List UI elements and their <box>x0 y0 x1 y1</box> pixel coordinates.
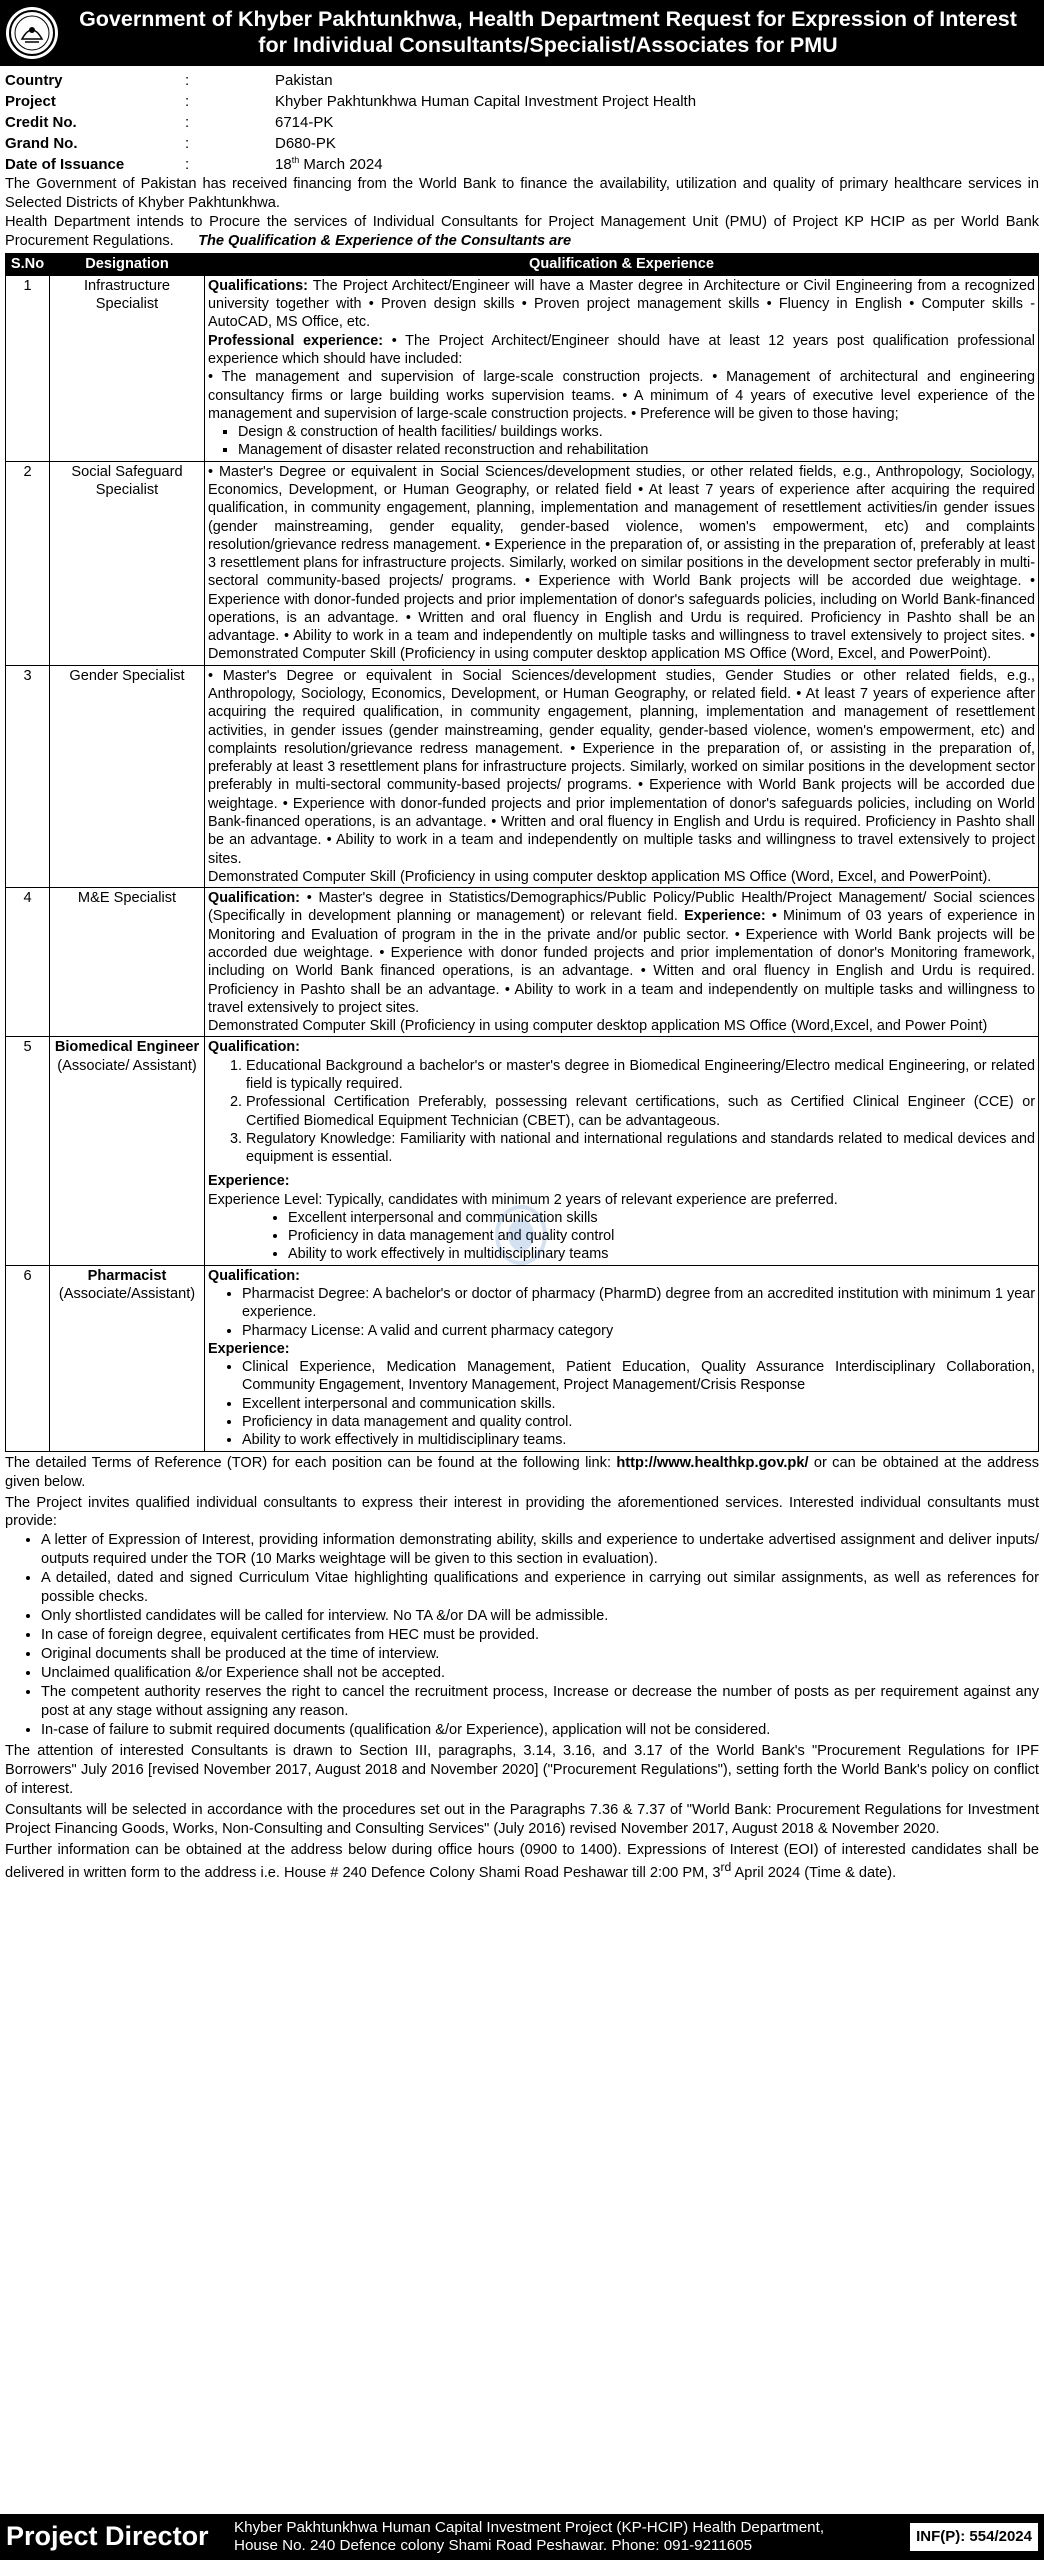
computer-skill-text: Demonstrated Computer Skill (Proficiency in using computer desktop application MS Office (Word,Excel, and Power Point) <box>208 1018 988 1035</box>
row-number: 1 <box>6 275 50 461</box>
row-number: 2 <box>6 461 50 665</box>
date-day: 18 <box>275 156 292 173</box>
intro-paragraph-1: The Government of Pakistan has received financing from the World Bank to finance the availability, utilization and quality of primary healthcare services in Selected Districts of Khyber Pakhtunkhwa. <box>5 176 1039 211</box>
list-item: • Pharmacy License: A valid and current pharmacy category <box>242 1322 1035 1340</box>
invite-paragraph: The Project invites qualified individual consultants to express their interest in providing the aforementioned services. Interested individual consultants must provide: <box>5 1494 1039 1530</box>
row-qualification <box>205 275 1039 461</box>
header-sno: S.No <box>6 253 50 275</box>
intro-paragraph-2 <box>5 213 1039 251</box>
meta-key: Country <box>5 72 63 89</box>
kp-government-emblem-icon <box>6 7 58 59</box>
row-qualification <box>205 1037 1039 1265</box>
list-item: • Excellent interpersonal and communication skills. <box>242 1395 1035 1413</box>
meta-value: Pakistan <box>275 72 333 89</box>
further-info-paragraph <box>5 1841 1039 1883</box>
list-item: • Unclaimed qualification &/or Experience shall not be accepted. <box>41 1664 1039 1683</box>
experience-text: • Minimum of 03 years of experience in Monitoring and Evaluation of program in the in the private and/or public sector. • Experience with World Bank projects will be accorded due weightage. • Experience with donor funded projects and prior implementation of donor's Monitoring framework, including on World Bank financed operations, is an advantage. • Witten and oral fluency in English and Urdu is required. Proficiency in Pashto shall be an advantage. • Ability to work in a team and independently on multiple tasks and willingness to travel extensively to project sites. <box>208 908 1036 1016</box>
table-row <box>6 665 1039 887</box>
experience-list <box>208 1209 1035 1264</box>
meta-key: Credit No. <box>5 114 77 131</box>
row-qualification: • Master's Degree or equivalent in Social Sciences/development studies, or other related fields, e.g., Anthropology, Sociology, Economics, Development, or Human Geography, or related field • At least 7 years of experience after acquiring the required qualification, in community engagement, planning, implementation and management of resettlement activities/in gender issues (gender mainstreaming, gender equality, gender-based violence, women's empowerment, etc) and complaints resolution/grievance redress management. • Experience in the preparation of, or assisting in the preparation of, preferably at least 3 resettlement plans for infrastructure projects. Similarly, worked on similar positions in the development sector preferably in multi-sectoral community-based projects/ programs. • Experience with World Bank projects will be accorded due weightage. • Experience with donor-funded projects and prior implementation of donor's safeguards policies, including on World Bank-financed operations, is an advantage. • Written and oral fluency in English and Urdu is required. Proficiency in Pashto shall be an advantage. • Ability to work in a team and independently on multiple tasks and willingness to travel extensively to project sites. • Demonstrated Computer Skill (Proficiency in using computer desktop application MS Office (Word, Excel, and PowerPoint). <box>205 461 1039 665</box>
date-suffix: rd <box>720 1859 732 1874</box>
row-designation: Infrastructure Specialist <box>50 275 205 461</box>
meta-project <box>5 91 1039 112</box>
designation-subtitle: (Associate/Assistant) <box>58 1285 196 1302</box>
experience-block <box>208 332 1035 369</box>
experience-list <box>208 1358 1035 1449</box>
table-row <box>6 275 1039 461</box>
row-number: 3 <box>6 665 50 887</box>
tor-text: The detailed Terms of Reference (TOR) for each position can be found at the following link: <box>5 1454 617 1471</box>
meta-value: 6714-PK <box>275 114 334 131</box>
header-banner <box>0 0 1044 66</box>
title-line-1: Government of Khyber Pakhtunkhwa, Health Department Request for Expression of Interest <box>79 7 1017 32</box>
contact-address <box>234 2519 910 2555</box>
row-designation: M&E Specialist <box>50 888 205 1037</box>
tor-link[interactable]: http://www.healthkp.gov.pk/ <box>616 1454 809 1471</box>
meta-date <box>5 154 1039 175</box>
list-item: 3. Regulatory Knowledge: Familiarity with national and international regulations and standards related to medical devices and equipment is essential. <box>246 1130 1035 1167</box>
qualification-table <box>5 253 1039 1452</box>
experience-label: Experience: <box>208 1173 290 1190</box>
row-designation <box>50 1037 205 1265</box>
table-row <box>6 461 1039 665</box>
watermark-stamp-icon <box>495 1205 547 1265</box>
experience-text: Experience Level: Typically, candidates with minimum 2 years of relevant experience are preferred. <box>208 1191 838 1208</box>
list-item: 1. Educational Background a bachelor's or master's degree in Biomedical Engineering/Electro medical Engineering, or related field is typically required. <box>246 1057 1035 1094</box>
meta-colon: : <box>185 156 190 173</box>
date-rest: March 2024 <box>299 156 383 173</box>
table-row <box>6 1265 1039 1451</box>
tor-paragraph <box>5 1454 1039 1492</box>
meta-key: Project <box>5 93 56 110</box>
footer-text <box>5 1454 1039 1883</box>
row-qualification <box>205 1265 1039 1451</box>
list-item: 2. Professional Certification Preferably, possessing relevant certifications, such as Certified Clinical Engineer (CCE) or Certified Biomedical Equipment Technician (CBET), can be advantageous. <box>246 1093 1035 1130</box>
header-qualification: Qualification & Experience <box>205 253 1039 275</box>
row-number: 5 <box>6 1037 50 1265</box>
date-suffix: th <box>291 155 300 165</box>
list-item: • In-case of failure to submit required documents (qualification &/or Experience), application will not be considered. <box>41 1721 1039 1740</box>
page-title <box>58 7 1038 59</box>
meta-value: D680-PK <box>275 135 336 152</box>
list-item: • The competent authority reserves the right to cancel the recruitment process, Increase or decrease the number of posts as per requirement against any post at any stage without assigning any reason. <box>41 1683 1039 1721</box>
designation-subtitle: (Associate/ Assistant) <box>57 1057 197 1074</box>
row-designation: Gender Specialist <box>50 665 205 887</box>
meta-credit <box>5 112 1039 133</box>
experience-text: • The Project Architect/Engineer should have at least 12 years post qualification professional experience which should have included: <box>208 332 1035 367</box>
further-text-end: April 2024 (Time & date). <box>731 1864 897 1881</box>
row-number: 4 <box>6 888 50 1037</box>
designation-title: Pharmacist <box>87 1267 167 1284</box>
meta-value: Khyber Pakhtunkhwa Human Capital Investment Project Health <box>275 93 697 110</box>
qualification-list <box>208 1285 1035 1340</box>
title-line-2: for Individual Consultants/Specialist/Associates for PMU <box>258 33 838 57</box>
experience-label: Experience: <box>208 1340 290 1357</box>
row-qualification <box>205 888 1039 1037</box>
meta-value <box>275 154 383 175</box>
list-item: ▪ Design & construction of health facilities/ buildings works. <box>238 423 1035 441</box>
requirements-list <box>5 1531 1039 1740</box>
meta-colon: : <box>185 72 190 89</box>
list-item: • Ability to work effectively in multidisciplinary teams <box>288 1245 1035 1263</box>
meta-key: Date of Issuance <box>5 156 125 173</box>
tor-text-end: or can be obtained at the address given below. <box>5 1454 1039 1490</box>
intro-emphasis: The Qualification & Experience of the Consultants are <box>198 232 572 249</box>
qualification-text: • Master's degree in Statistics/Demographics/Public Policy/Public Health/Project Management/ Social sciences (Specifically in development planning or management) or relevant field. <box>208 890 1035 925</box>
list-item: • A letter of Expression of Interest, providing information demonstrating ability, skills and experience to undertake advertised assignment and deliver inputs/ outputs required under the TOR (10 Marks weightage will be given to this section in evaluation). <box>41 1531 1039 1569</box>
row-number: 6 <box>6 1265 50 1451</box>
list-item: • Proficiency in data management and quality control <box>288 1227 1035 1245</box>
reference-number: INF(P): 554/2024 <box>910 2523 1038 2551</box>
list-item: • Only shortlisted candidates will be called for interview. No TA &/or DA will be admissible. <box>41 1607 1039 1626</box>
meta-country <box>5 70 1039 91</box>
address-line-2: House No. 240 Defence colony Shami Road Peshawar. Phone: 091-9211605 <box>234 2537 753 2554</box>
selection-paragraph: Consultants will be selected in accordance with the procedures set out in the Paragraphs 7.36 & 7.37 of "World Bank: Procurement Regulations for Investment Project Financing Goods, Works, Non-Consulting and Consulting Services" (July 2016) revised November 2017, August 2018 & November 2020. <box>5 1802 1039 1837</box>
qualification-block <box>208 889 1035 1017</box>
qualification-label: Qualification: <box>208 890 300 907</box>
further-text: Further information can be obtained at the address below during office hours (0900 to 1400). Expressions of Interest (EOI) of interested candidates shall be delivered in written form to the address i.e. House # 240 Defence Colony Shami Road Peshawar till 2:00 PM, 3 <box>5 1841 1039 1881</box>
row-designation: Social Safeguard Specialist <box>50 461 205 665</box>
project-director-label: Project Director <box>6 2521 209 2552</box>
experience-label: Experience: <box>684 908 766 925</box>
list-item: • A detailed, dated and signed Curriculum Vitae highlighting qualifications and experience in carrying out similar assignments, as well as references for possible checks. <box>41 1569 1039 1607</box>
list-item: • Original documents shall be produced at the time of interview. <box>41 1645 1039 1664</box>
row-designation <box>50 1265 205 1451</box>
row-qualification <box>205 665 1039 887</box>
table-header-row <box>6 253 1039 275</box>
list-item: • Ability to work effectively in multidisciplinary teams. <box>242 1431 1035 1449</box>
experience-label: Professional experience: <box>208 332 384 349</box>
list-item: • Pharmacist Degree: A bachelor's or doctor of pharmacy (PharmD) degree from an accredited institution with minimum 1 year experience. <box>242 1285 1035 1322</box>
qualification-block <box>208 277 1035 332</box>
list-item: ▪ Management of disaster related reconstruction and rehabilitation <box>238 441 1035 459</box>
preference-list <box>208 423 1035 460</box>
footer-banner <box>0 2514 1044 2560</box>
list-item: • Clinical Experience, Medication Management, Patient Education, Quality Assurance Interdisciplinary Collaboration, Community Engagement, Inventory Management, Project Management/Crisis Response <box>242 1358 1035 1395</box>
qualification-text: • Master's Degree or equivalent in Social Sciences/development studies, Gender Studies or other related fields, e.g., Anthropology, Sociology, Economics, Development, or Human Geography, or related field. • At least 7 years of experience after acquiring the required qualification, in community engagement, planning, implementation and management of resettlement activities, in gender issues (gender mainstreaming, gender equality, gender-based violence, women's empowerment, etc) and complaints resolution/grievance redress management. • Experience in the preparation of, or assisting in the preparation of, preferably at least 3 resettlement plans for infrastructure projects. Similarly, worked on similar positions in the development sector preferably in multi-sectoral community-based projects/ programs. • Experience with World Bank projects will be accorded due weightage. • Experience with donor-funded projects and prior implementation of donor's safeguards policies, including on World Bank-financed operations, is an advantage. • Written and oral fluency in English and Urdu is required. Proficiency in Pashto shall be an advantage. • Ability to work in a team and independently on multiple tasks and willingness to travel extensively to project sites. <box>208 667 1035 867</box>
header-designation: Designation <box>50 253 205 275</box>
computer-skill-text: Demonstrated Computer Skill (Proficiency in using computer desktop application MS Office (Word, Excel, and PowerPoint). <box>208 868 992 885</box>
project-meta <box>5 70 1039 175</box>
list-item: • In case of foreign degree, equivalent certificates from HEC must be provided. <box>41 1626 1039 1645</box>
meta-grand <box>5 133 1039 154</box>
meta-key: Grand No. <box>5 135 78 152</box>
qualification-text: The Project Architect/Engineer will have a Master degree in Architecture or Civil Engineering from a recognized university together with • Proven design skills • Proven project management skills • Fluency in English • Computer skills - AutoCAD, MS Office, etc. <box>208 277 1035 331</box>
qualification-list <box>208 1057 1035 1167</box>
qualification-label: Qualification: <box>208 1039 300 1056</box>
qualification-label: Qualifications: <box>208 277 308 294</box>
intro-text: Health Department intends to Procure the services of Individual Consultants for Project Management Unit (PMU) of Project KP HCIP as per World Bank Procurement Regulations. <box>5 213 1039 249</box>
qualification-label: Qualification: <box>208 1267 300 1284</box>
meta-colon: : <box>185 135 190 152</box>
attention-paragraph: The attention of interested Consultants is drawn to Section III, paragraphs, 3.14, 3.16, and 3.17 of the World Bank's "Procurement Regulations for IPF Borrowers" July 2016 [revised November 2017, August 2018 and November 2020] ("Procurement Regulations"), setting forth the World Bank's policy on conflict of interest. <box>5 1743 1039 1798</box>
list-item: • Proficiency in data management and quality control. <box>242 1413 1035 1431</box>
designation-title: Biomedical Engineer <box>54 1039 200 1056</box>
meta-colon: : <box>185 93 190 110</box>
table-row <box>6 888 1039 1037</box>
meta-colon: : <box>185 114 190 131</box>
address-line-1: Khyber Pakhtunkhwa Human Capital Investment Project (KP-HCIP) Health Department, <box>234 2518 825 2536</box>
list-item: • Excellent interpersonal and communication skills <box>288 1209 1035 1227</box>
experience-text-2: • The management and supervision of large-scale construction projects. • Management of architectural and engineering consultancy firms or large building works supervision teams. • A minimum of 4 years of executive level experience of the management and supervision of large-scale construction projects. • Preference will be given to those having; <box>208 369 1035 422</box>
